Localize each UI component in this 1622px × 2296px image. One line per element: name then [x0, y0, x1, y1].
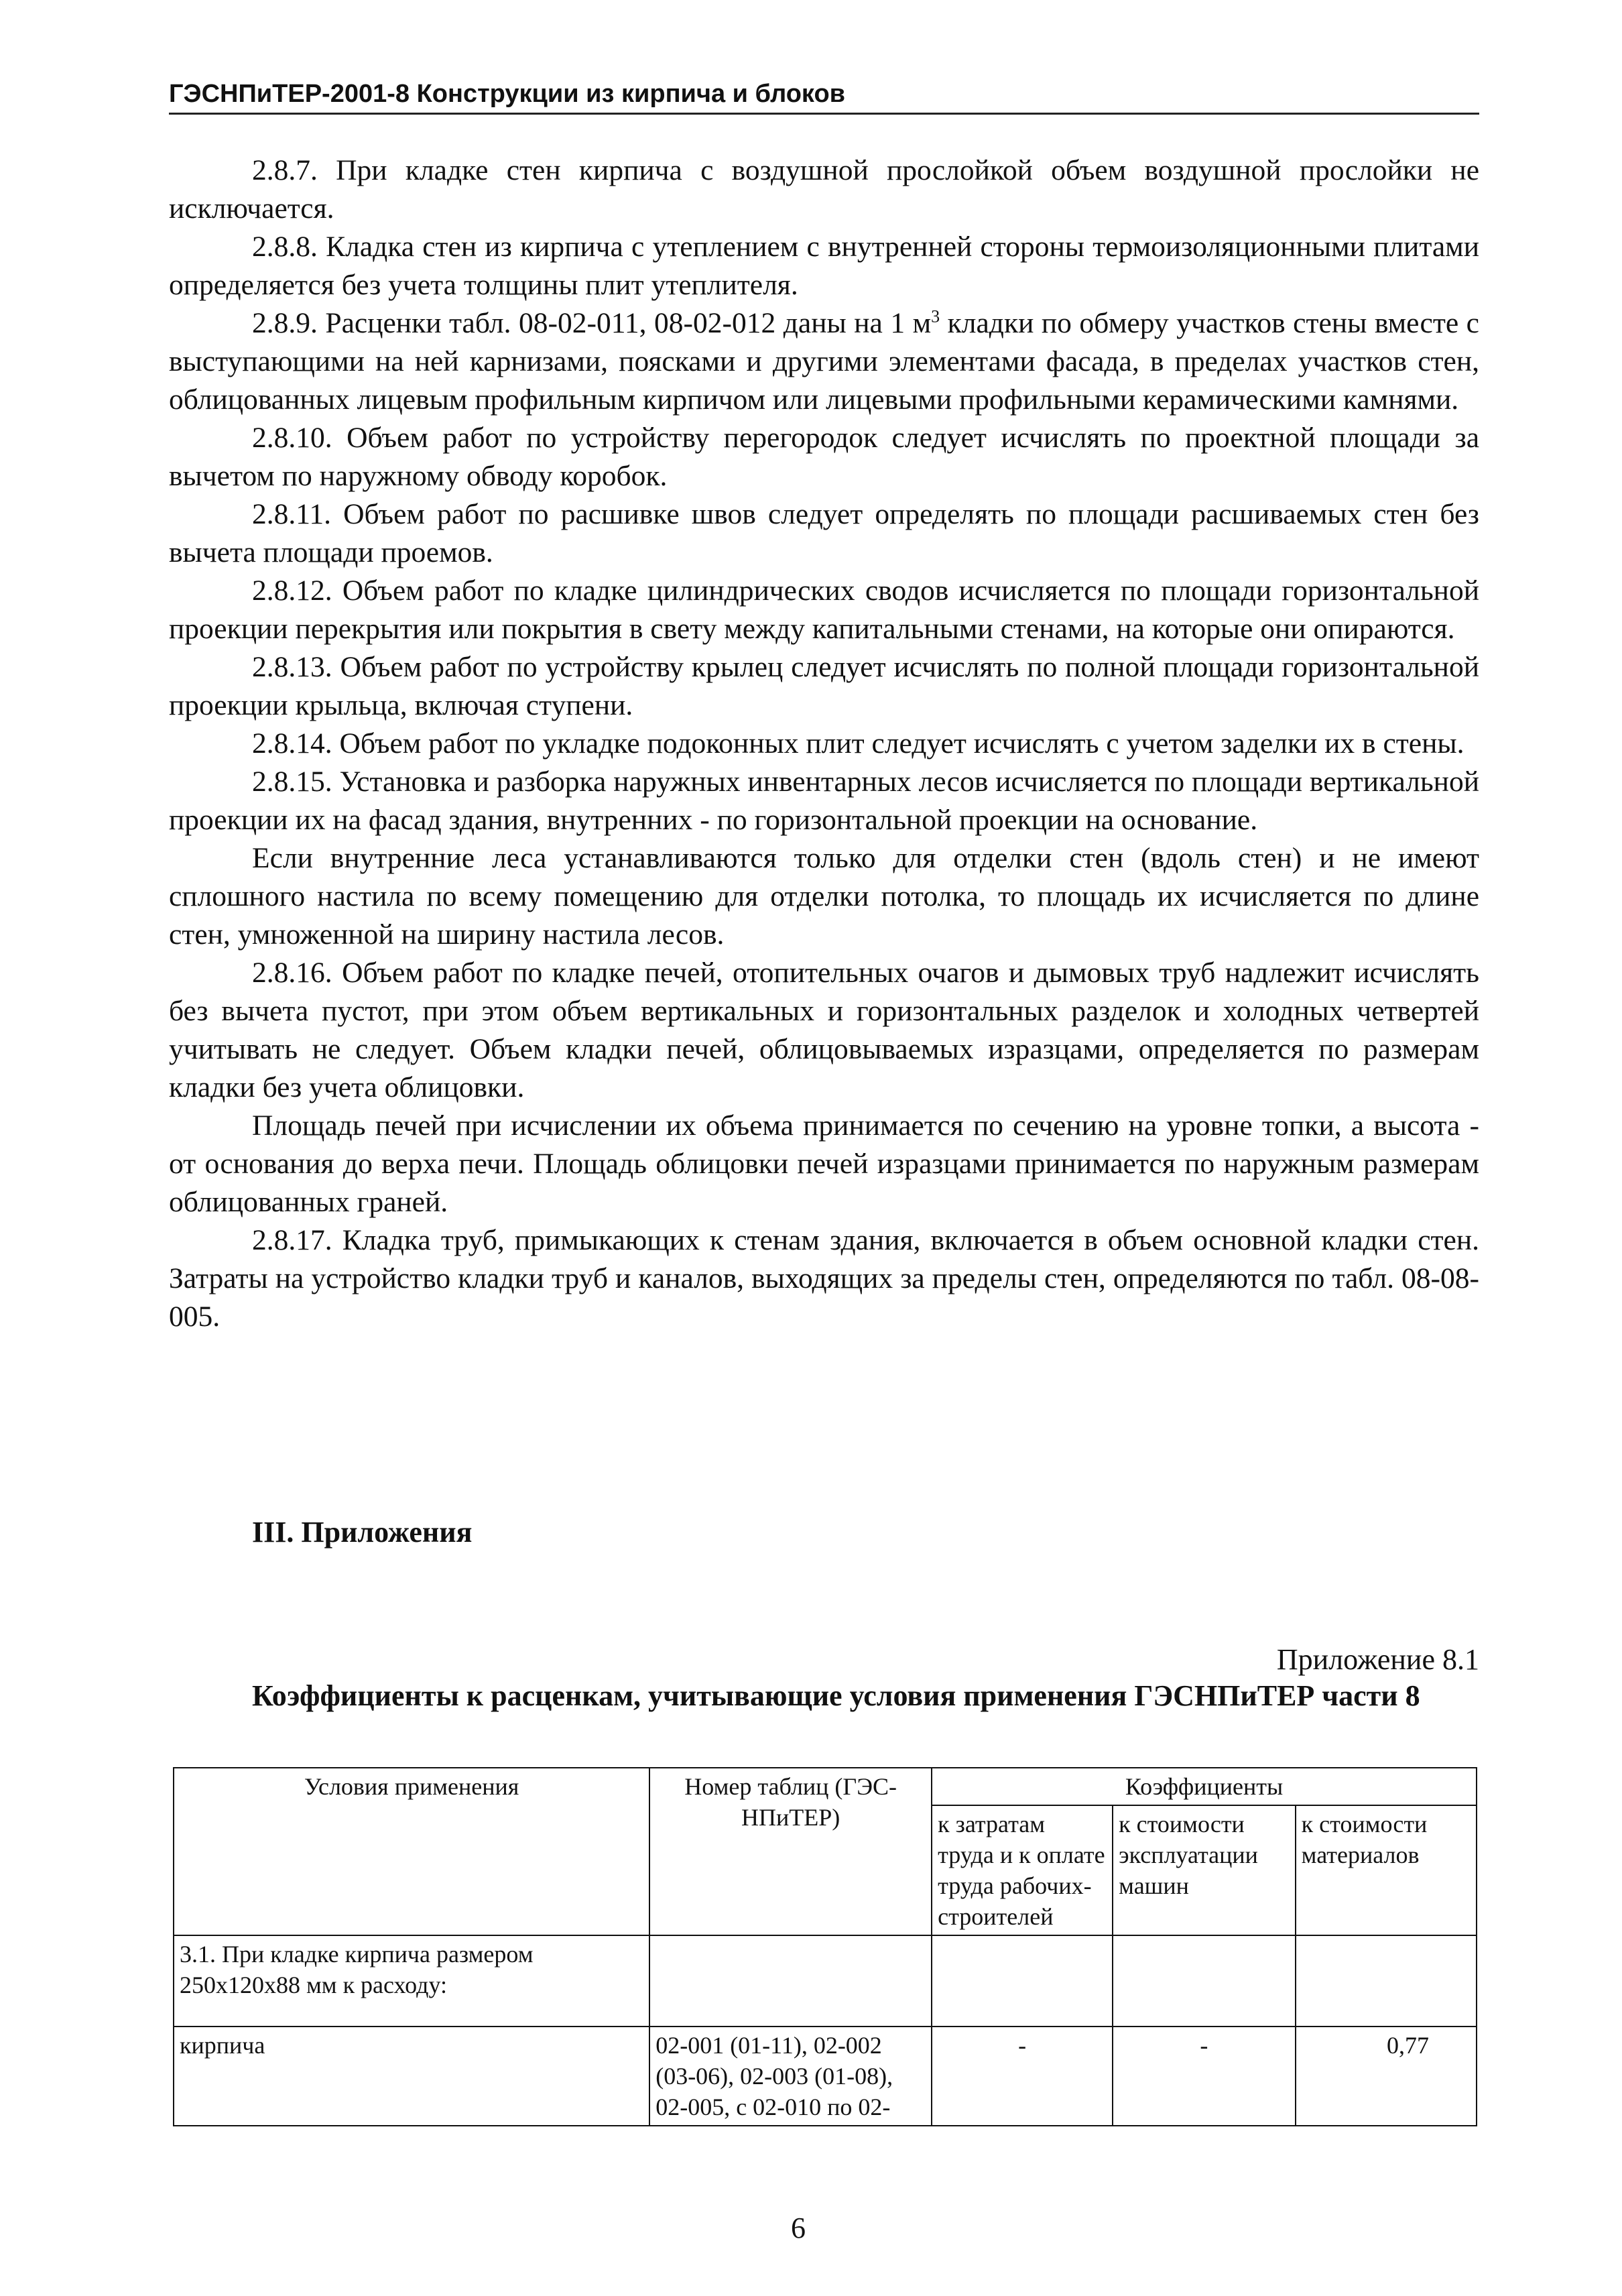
page-number: 6: [791, 2212, 806, 2244]
paragraph-2-8-12: 2.8.12. Объем работ по кладке цилиндрических сводов исчисляется по площади горизонтальной проекции перекрытия или покрытия в свету между капитальными стенами, на которые они опираются.: [169, 575, 1479, 645]
paragraph-2-8-15-continued: Если внутренние леса устанавливаются только для отделки стен (вдоль стен) и не имеют сплошного настила по всему помещению для отделки потолка, то площадь их исчисляется по длине стен, умноженной на ширину настила лесов.: [169, 842, 1479, 951]
table-row: [174, 1935, 1477, 2027]
cubic-superscript: 3: [931, 306, 940, 326]
cell-tables: 02-001 (01-11), 02-002 (03-06), 02-003 (01-08), 02-005, с 02-010 по 02-: [649, 2027, 932, 2126]
paragraph-2-8-9-end: кладки по обмеру участков стены вместе с выступающими на ней карнизами, поясками и другими элементами фасада, в пределах участков стен, облицованных лицевым профильным кирпичом или лицевыми профильными керамическими камнями.: [169, 307, 1479, 416]
header-machines: к стоимости эксплуатации машин: [1113, 1805, 1296, 1935]
paragraph-2-8-8: 2.8.8. Кладка стен из кирпича с утеплением с внутренней стороны термоизоляционными плитами определяется без учета толщины плит утеплителя.: [169, 231, 1479, 301]
appendix-label: Приложение 8.1: [1276, 1643, 1479, 1676]
cell-tables: [649, 1935, 932, 2027]
section-title: III. Приложения: [252, 1516, 473, 1549]
table-row: [174, 2027, 1477, 2126]
cell-condition: кирпича: [174, 2027, 649, 2126]
coefficients-table: [173, 1767, 1477, 2126]
header-coefficients: Коэффициенты: [932, 1768, 1477, 1805]
paragraph-2-8-16: 2.8.16. Объем работ по кладке печей, отопительных очагов и дымовых труб надлежит исчислять без вычета пустот, при этом объем вертикальных и горизонтальных разделок и холодных четвертей учитывать не следует. Объем кладки печей, облицовываемых изразцами, определяется по размерам кладки без учета облицовки.: [169, 957, 1479, 1103]
header-table-number: Номер таблиц (ГЭС-НПиТЕР): [649, 1768, 932, 1935]
cell-machines: -: [1113, 2027, 1296, 2126]
paragraph-2-8-7: 2.8.7. При кладке стен кирпича с воздушной прослойкой объем воздушной прослойки не исключается.: [169, 154, 1479, 225]
paragraph-2-8-13: 2.8.13. Объем работ по устройству крылец следует исчислять по полной площади горизонтальной проекции крыльца, включая ступени.: [169, 651, 1479, 721]
paragraph-2-8-10: 2.8.10. Объем работ по устройству перегородок следует исчислять по проектной площади за вычетом по наружному обводу коробок.: [169, 422, 1479, 492]
cell-labor: -: [932, 2027, 1113, 2126]
paragraph-2-8-9: [169, 304, 1479, 419]
running-header: ГЭСНПиТЕР-2001-8 Конструкции из кирпича и блоков: [169, 75, 1479, 115]
cell-condition: 3.1. При кладке кирпича размером 250x120x88 мм к расходу:: [174, 1935, 649, 2027]
paragraph-2-8-14: 2.8.14. Объем работ по укладке подоконных плит следует исчислять с учетом заделки их в стены.: [252, 727, 1464, 760]
cell-materials: [1296, 1935, 1477, 2027]
paragraph-2-8-16-continued: Площадь печей при исчислении их объема принимается по сечению на уровне топки, а высота - от основания до верха печи. Площадь облицовки печей изразцами принимается по наружным размерам облицованных граней.: [169, 1109, 1479, 1218]
cell-labor: [932, 1935, 1113, 2027]
paragraph-2-8-11: 2.8.11. Объем работ по расшивке швов следует определять по площади расшиваемых стен без вычета площади проемов.: [169, 498, 1479, 568]
paragraph-2-8-15: 2.8.15. Установка и разборка наружных инвентарных лесов исчисляется по площади вертикальной проекции их на фасад здания, внутренних - по горизонтальной проекции на основание.: [169, 766, 1479, 836]
paragraph-2-8-9-start: 2.8.9. Расценки табл. 08-02-011, 08-02-012 даны на 1 м: [252, 307, 932, 339]
body-text: [169, 152, 1479, 1336]
header-labor: к затратам труда и к оплате труда рабочих-строителей: [932, 1805, 1113, 1935]
cell-materials: 0,77: [1296, 2027, 1477, 2126]
table-title: Коэффициенты к расценкам, учитывающие условия применения ГЭСНПиТЕР части 8: [252, 1679, 1420, 1712]
header-conditions: Условия применения: [174, 1768, 649, 1935]
header-materials: к стоимости материалов: [1296, 1805, 1477, 1935]
paragraph-2-8-17: 2.8.17. Кладка труб, примыкающих к стенам здания, включается в объем основной кладки стен. Затраты на устройство кладки труб и каналов, выходящих за пределы стен, определяются по табл. 08-08-005.: [169, 1224, 1479, 1333]
cell-machines: [1113, 1935, 1296, 2027]
